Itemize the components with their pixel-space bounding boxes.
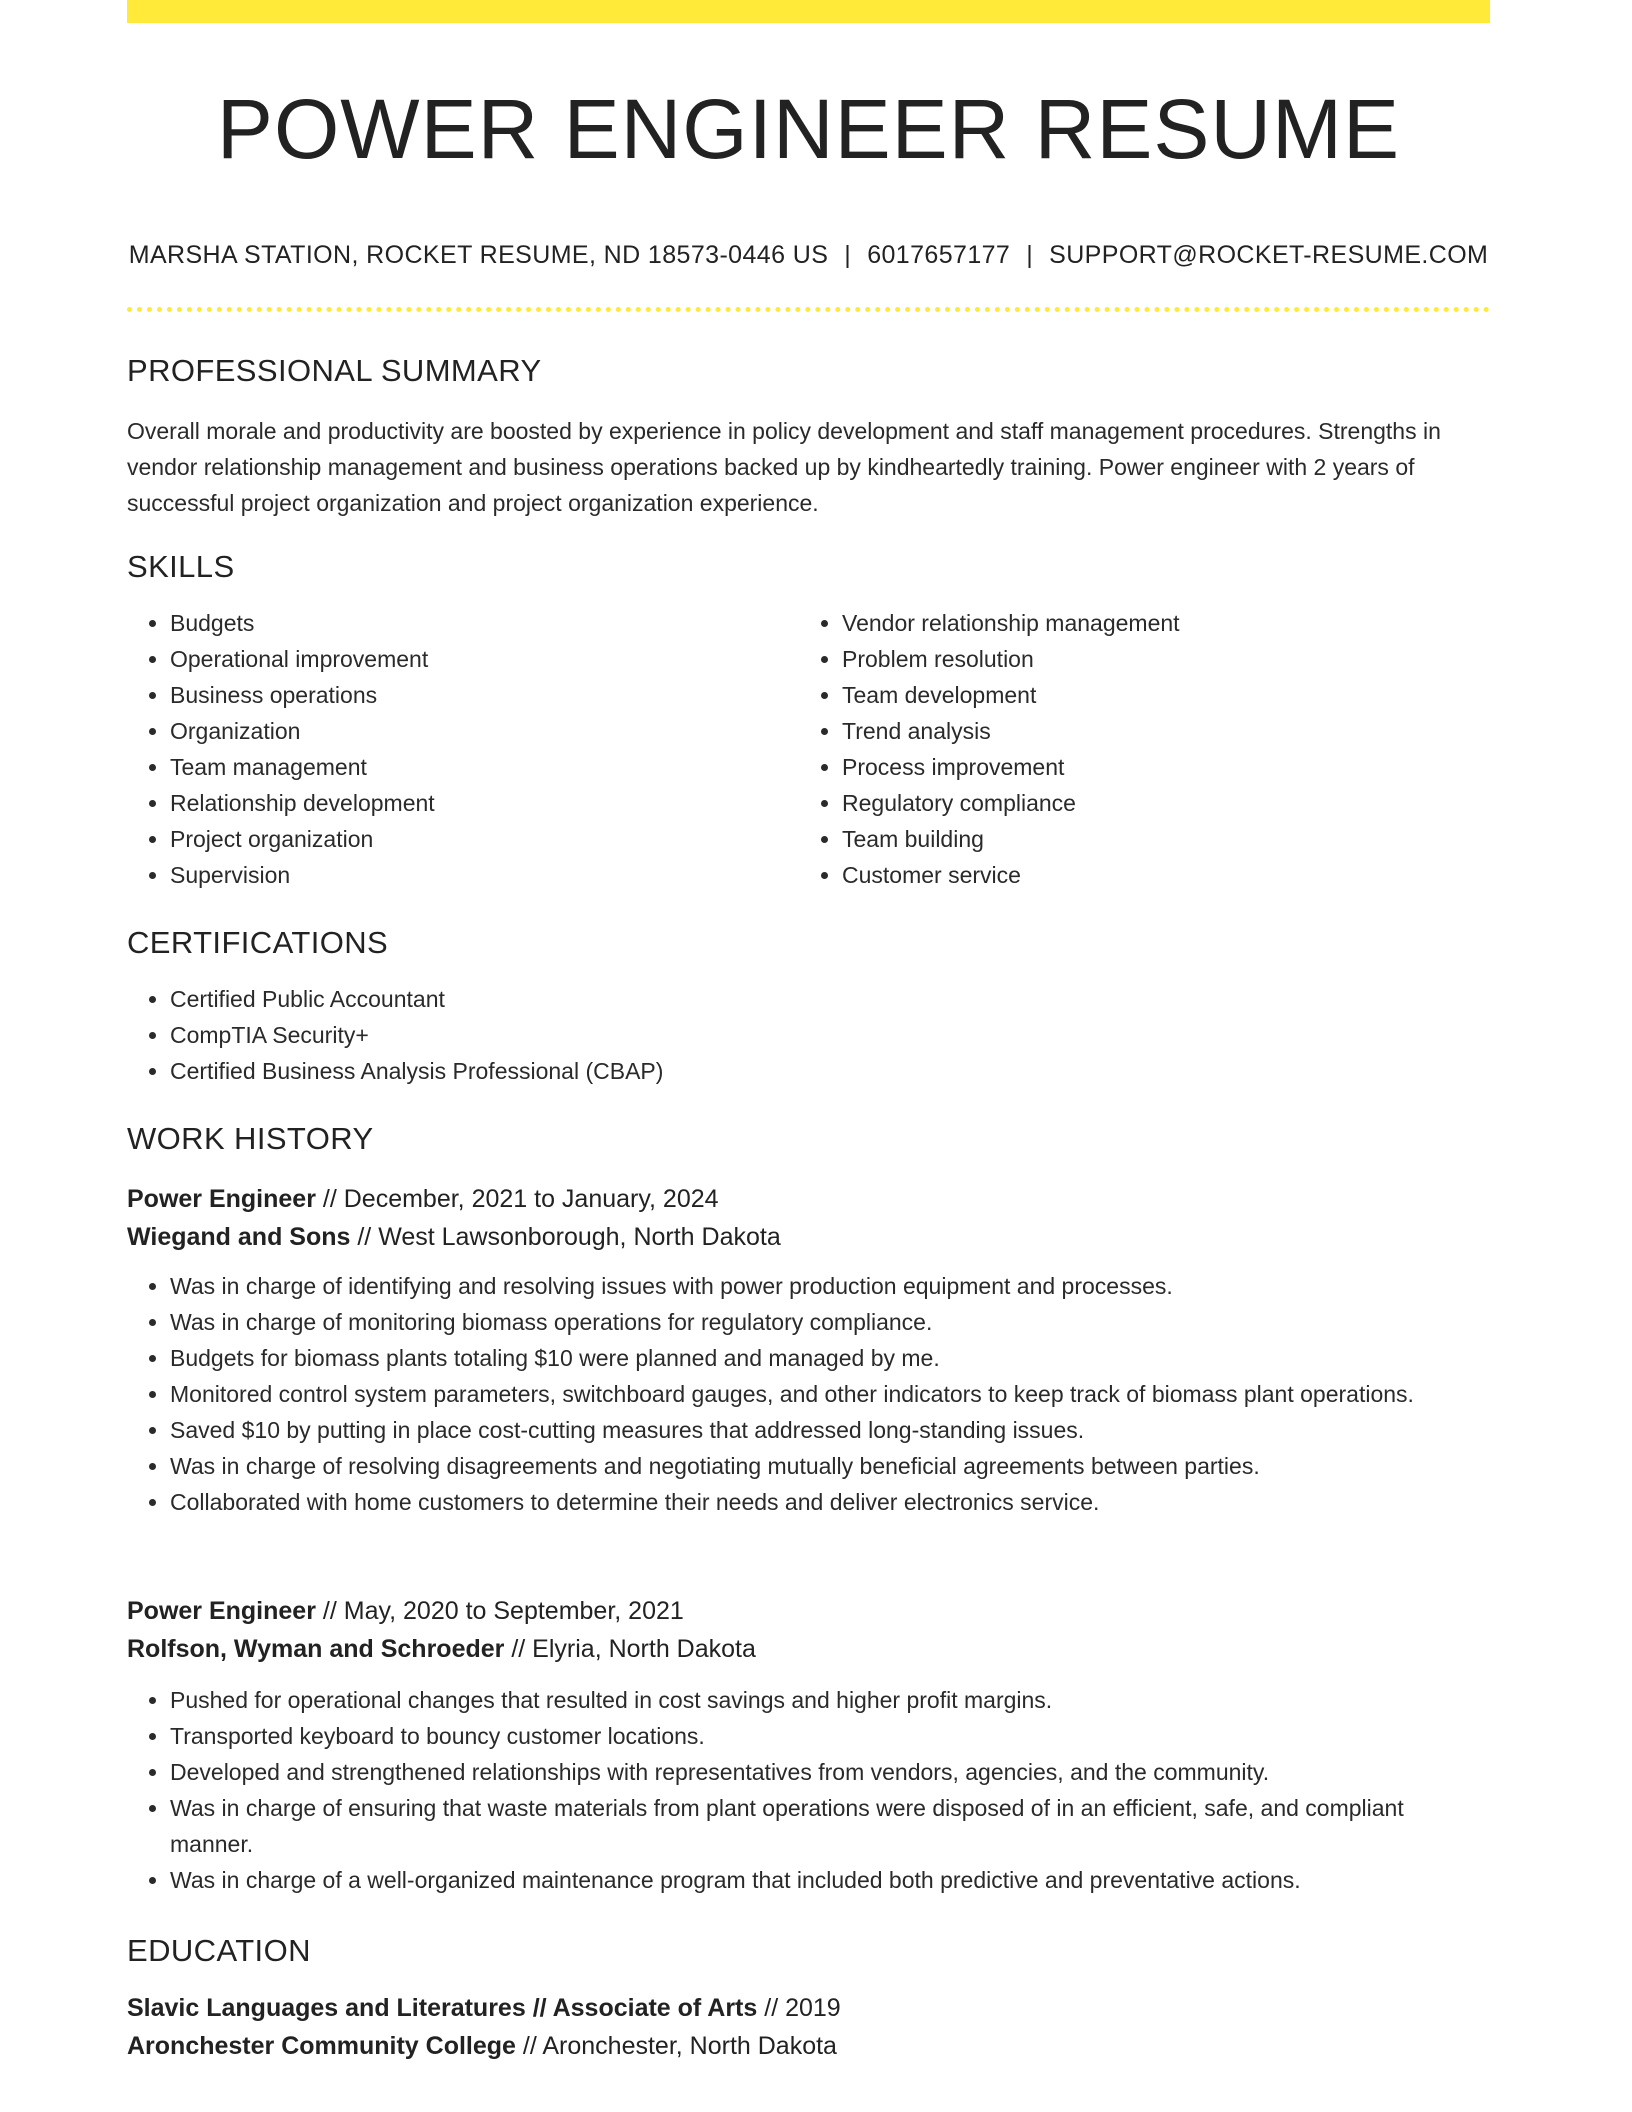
work-history-section (127, 1120, 1490, 1157)
skill-item: • Team building (842, 821, 1471, 857)
job-bullet: • Was in charge of resolving disagreements and negotiating mutually beneficial agreements between parties. (170, 1448, 1490, 1484)
skills-list-right (799, 605, 1471, 893)
job-dates: // May, 2020 to September, 2021 (322, 1597, 684, 1625)
skill-item: • Project organization (170, 821, 799, 857)
certification-item: • Certified Business Analysis Professional (CBAP) (170, 1053, 1490, 1089)
resume-title: POWER ENGINEER RESUME (216, 82, 1401, 176)
job-title: Power Engineer (127, 1597, 316, 1625)
dotted-divider (127, 307, 1490, 312)
job-title: Power Engineer (127, 1185, 316, 1213)
education-location: // Aronchester, North Dakota (522, 2032, 837, 2061)
education-school-line (127, 2027, 1490, 2065)
summary-heading: PROFESSIONAL SUMMARY (127, 353, 542, 388)
job-title-line (127, 1592, 1490, 1630)
certifications-section (127, 924, 1490, 1089)
skill-item: • Vendor relationship management (842, 605, 1471, 641)
skills-column-right (799, 605, 1471, 893)
certification-item: • CompTIA Security+ (170, 1017, 1490, 1053)
job-bullet: • Was in charge of ensuring that waste materials from plant operations were disposed of in an efficient, safe, and compliant manner. (170, 1790, 1490, 1862)
education-heading: EDUCATION (127, 1933, 311, 1968)
certifications-heading: CERTIFICATIONS (127, 925, 389, 960)
education-degree-line (127, 1989, 1490, 2027)
skill-item: • Problem resolution (842, 641, 1471, 677)
job-bullets (127, 1268, 1490, 1520)
job-entry (127, 1180, 1490, 1520)
job-bullet: • Developed and strengthened relationships with representatives from vendors, agencies, and the community. (170, 1754, 1490, 1790)
job-location: // West Lawsonborough, North Dakota (357, 1223, 781, 1251)
job-bullet: • Was in charge of identifying and resolving issues with power production equipment and processes. (170, 1268, 1490, 1304)
education-school: Aronchester Community College (127, 2032, 516, 2061)
skills-column-left (127, 605, 799, 893)
skill-item: • Operational improvement (170, 641, 799, 677)
job-bullet: • Was in charge of a well-organized maintenance program that included both predictive and preventative actions. (170, 1862, 1490, 1898)
skill-item: • Business operations (170, 677, 799, 713)
job-company: Wiegand and Sons (127, 1223, 351, 1251)
summary-text: Overall morale and productivity are boosted by experience in policy development and staff management procedures. Strengths in vendor relationship management and business operations backed up by kindheartedly training. Power engineer with 2 years of successful project organization and project organization experience. (127, 418, 1441, 517)
job-title-line (127, 1180, 1490, 1218)
resume-page (127, 0, 1490, 2061)
job-bullet: • Collaborated with home customers to determine their needs and deliver electronics service. (170, 1484, 1490, 1520)
job-company: Rolfson, Wyman and Schroeder (127, 1635, 505, 1663)
education-year: // 2019 (764, 1994, 841, 2023)
skill-item: • Organization (170, 713, 799, 749)
job-bullet: • Budgets for biomass plants totaling $10 were planned and managed by me. (170, 1340, 1490, 1376)
job-bullet: • Was in charge of monitoring biomass operations for regulatory compliance. (170, 1304, 1490, 1340)
job-bullet: • Monitored control system parameters, switchboard gauges, and other indicators to keep track of biomass plant operations. (170, 1376, 1490, 1412)
job-company-line (127, 1218, 1490, 1256)
skill-item: • Team development (842, 677, 1471, 713)
skill-item: • Team management (170, 749, 799, 785)
certifications-list (127, 981, 1490, 1089)
job-dates: // December, 2021 to January, 2024 (322, 1185, 719, 1213)
skills-heading: SKILLS (127, 549, 235, 584)
job-company-line (127, 1630, 1490, 1668)
contact-line (127, 241, 1490, 270)
certification-item: • Certified Public Accountant (170, 981, 1490, 1017)
skill-item: • Customer service (842, 857, 1471, 893)
job-bullet: • Saved $10 by putting in place cost-cutting measures that addressed long-standing issues. (170, 1412, 1490, 1448)
work-history-heading: WORK HISTORY (127, 1121, 374, 1156)
skill-item: • Trend analysis (842, 713, 1471, 749)
job-location: // Elyria, North Dakota (511, 1635, 756, 1663)
summary-section (127, 352, 1490, 521)
contact-address: MARSHA STATION, ROCKET RESUME, ND 18573-0446 US (128, 241, 829, 270)
job-bullet: • Pushed for operational changes that resulted in cost savings and higher profit margins. (170, 1682, 1490, 1718)
job-bullet: • Transported keyboard to bouncy customer locations. (170, 1718, 1490, 1754)
skill-item: • Relationship development (170, 785, 799, 821)
job-entry (127, 1592, 1490, 1898)
accent-top-bar (127, 0, 1490, 23)
skills-list-left (127, 605, 799, 893)
skill-item: • Regulatory compliance (842, 785, 1471, 821)
contact-separator: | (1026, 241, 1034, 270)
skill-item: • Budgets (170, 605, 799, 641)
job-bullets (127, 1682, 1490, 1898)
skills-section (127, 548, 1490, 893)
education-section (127, 1932, 1490, 2065)
skill-item: • Supervision (170, 857, 799, 893)
contact-phone: 6017657177 (867, 241, 1011, 270)
contact-email: SUPPORT@ROCKET-RESUME.COM (1049, 241, 1489, 270)
education-degree: Slavic Languages and Literatures // Associate of Arts (127, 1994, 758, 2023)
skills-grid (127, 605, 1490, 893)
contact-separator: | (844, 241, 852, 270)
skill-item: • Process improvement (842, 749, 1471, 785)
